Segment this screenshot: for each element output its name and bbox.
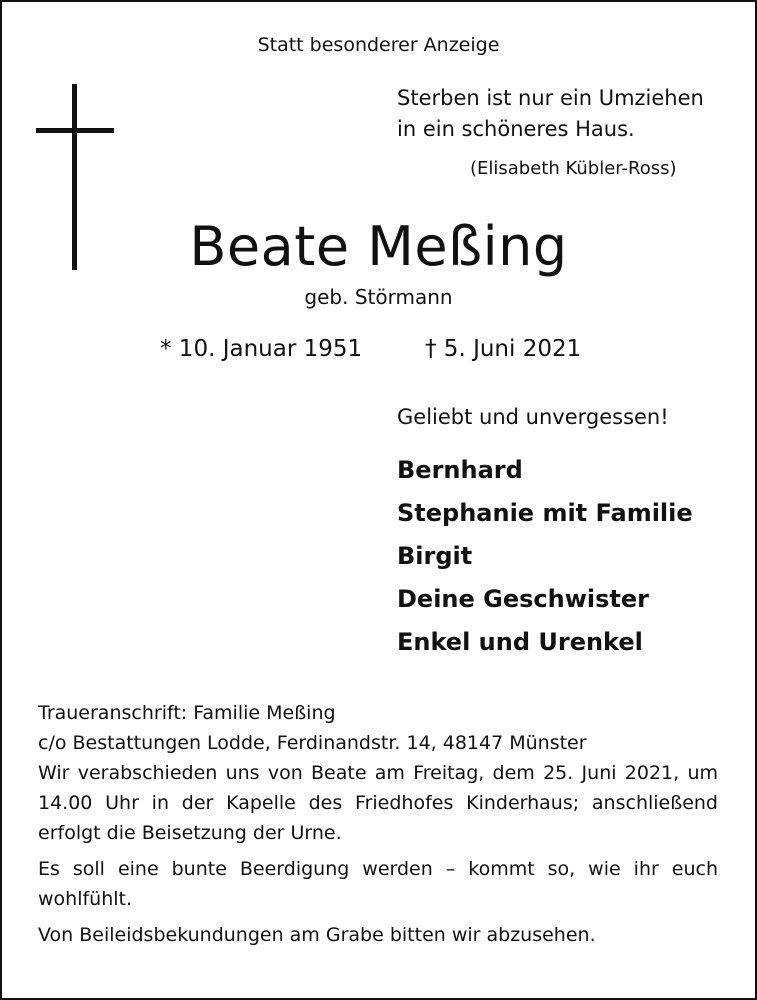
quote-line-2: in ein schöneres Haus. [397, 117, 635, 141]
family-member: Bernhard [397, 456, 523, 484]
family-member: Deine Geschwister [397, 585, 649, 613]
family-member: Birgit [397, 542, 473, 570]
address-line-1: Traueranschrift: Familie Meßing [38, 702, 336, 724]
deceased-name: Beate Meßing [189, 215, 568, 278]
family-member: Enkel und Urenkel [397, 628, 643, 656]
birth-name: geb. Störmann [304, 285, 453, 309]
birth-date: * 10. Januar 1951 [160, 336, 363, 362]
dress-text: Es soll eine bunte Beerdigung werden – kommt so, wie ihr euch wohlfühlt. [38, 858, 718, 910]
info-block [38, 698, 718, 950]
notice-header: Statt besonderer Anzeige [257, 34, 500, 56]
quote-author: (Elisabeth Kübler-Ross) [470, 158, 677, 179]
death-date: † 5. Juni 2021 [425, 336, 582, 362]
ceremony-text: Wir verabschieden uns von Beate am Freitag, dem 25. Juni 2021, um 14.00 Uhr in der Kapelle des Friedhofes Kinderhaus; anschließend erfolgt die Beisetzung der Urne. [38, 762, 718, 844]
condolences-text: Von Beileidsbekundungen am Grabe bitten wir abzusehen. [38, 924, 596, 946]
address-line-2: c/o Bestattungen Lodde, Ferdinandstr. 14, 48147 Münster [38, 732, 587, 754]
quote-line-1: Sterben ist nur ein Umziehen [397, 86, 704, 110]
family-member: Stephanie mit Familie [397, 499, 693, 527]
motto: Geliebt und unvergessen! [397, 405, 669, 429]
